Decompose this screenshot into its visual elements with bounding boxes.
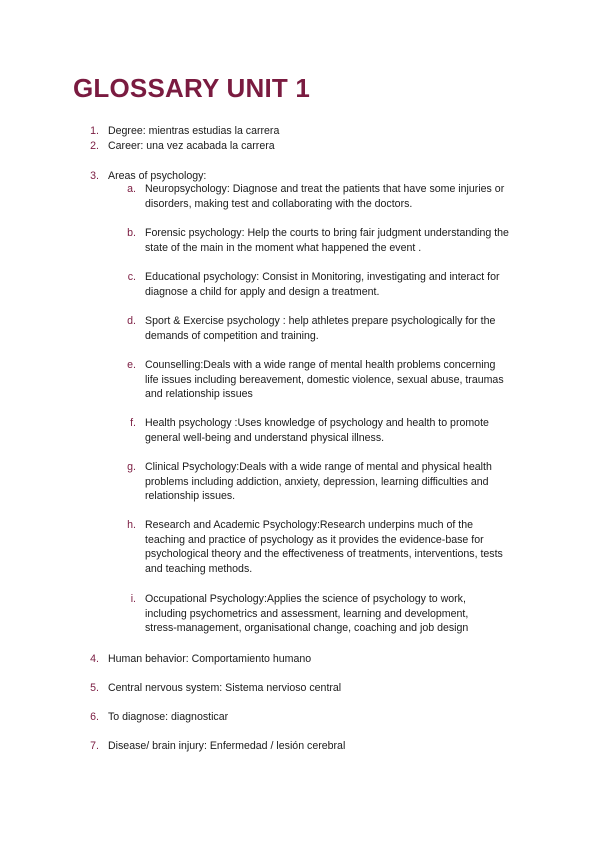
text-line: Occupational Psychology:Applies the science of psychology to work, bbox=[145, 593, 466, 605]
text-line: life issues including bereavement, domestic violence, sexual abuse, traumas bbox=[145, 373, 504, 386]
list-item-text bbox=[145, 226, 509, 255]
list-item-text: Central nervous system: Sistema nervioso central bbox=[108, 682, 342, 694]
list-marker: 5. bbox=[90, 682, 99, 694]
list-item-text bbox=[145, 270, 500, 299]
list-marker: 3. bbox=[90, 170, 99, 182]
list-item-text: Disease/ brain injury: Enfermedad / lesión cerebral bbox=[108, 740, 346, 752]
list-marker: 4. bbox=[90, 653, 99, 665]
list-marker: f. bbox=[130, 417, 136, 429]
list-marker: i. bbox=[130, 593, 136, 605]
list-item-text bbox=[145, 592, 468, 636]
text-line: Forensic psychology: Help the courts to bring fair judgment understanding the bbox=[145, 227, 509, 239]
text-line: Health psychology :Uses knowledge of psychology and health to promote bbox=[145, 417, 489, 429]
text-line: Counselling:Deals with a wide range of mental health problems concerning bbox=[145, 359, 496, 371]
list-marker: g. bbox=[127, 461, 136, 473]
list-marker: 2. bbox=[90, 140, 99, 152]
list-marker: 7. bbox=[90, 740, 99, 752]
list-marker: h. bbox=[127, 519, 136, 531]
text-line: Research and Academic Psychology:Research underpins much of the bbox=[145, 519, 473, 531]
list-item-text: Degree: mientras estudias la carrera bbox=[108, 125, 280, 137]
list-marker: a. bbox=[127, 183, 136, 195]
text-line: general well-being and understand physical illness. bbox=[145, 431, 385, 444]
list-item-text bbox=[145, 182, 504, 211]
text-line: stress-management, organisational change, coaching and job design bbox=[145, 622, 469, 634]
text-line: including psychometrics and assessment, learning and development, bbox=[145, 607, 469, 620]
text-line: state of the main in the moment what happened the event . bbox=[145, 241, 422, 254]
list-marker: d. bbox=[127, 315, 136, 327]
text-line: Neuropsychology: Diagnose and treat the patients that have some injuries or bbox=[145, 183, 505, 195]
list-item-text bbox=[145, 460, 492, 504]
text-line: and teaching methods. bbox=[145, 562, 253, 575]
list-marker: 1. bbox=[90, 125, 99, 137]
list-marker: b. bbox=[127, 227, 136, 239]
text-line: relationship issues. bbox=[145, 490, 236, 502]
text-line: disorders, making test and collaborating with the doctors. bbox=[145, 197, 413, 210]
text-line: teaching and practice of psychology as it provides the evidence-base for bbox=[145, 533, 484, 546]
list-item-text: Areas of psychology: bbox=[108, 170, 207, 182]
list-item-text bbox=[145, 358, 504, 402]
text-line: Sport & Exercise psychology : help athletes prepare psychologically for the bbox=[145, 315, 496, 327]
text-line: problems including addiction, anxiety, depression, learning difficulties and bbox=[145, 475, 489, 488]
list-item-text bbox=[145, 416, 489, 445]
list-item-text bbox=[145, 518, 503, 576]
text-line: demands of competition and training. bbox=[145, 329, 319, 342]
list-item-text: Career: una vez acabada la carrera bbox=[108, 140, 275, 152]
text-line: diagnose a child for apply and design a treatment. bbox=[145, 285, 380, 298]
list-item-text: To diagnose: diagnosticar bbox=[108, 711, 229, 723]
text-line: psychological theory and the effectiveness of treatments, interventions, tests bbox=[145, 548, 503, 560]
text-line: and relationship issues bbox=[145, 388, 253, 400]
text-line: Educational psychology: Consist in Monitoring, investigating and interact for bbox=[145, 271, 500, 283]
page-title: GLOSSARY UNIT 1 bbox=[73, 73, 311, 103]
list-marker: c. bbox=[127, 271, 136, 283]
list-marker: 6. bbox=[90, 711, 99, 723]
text-line: Clinical Psychology:Deals with a wide range of mental and physical health bbox=[145, 461, 492, 473]
list-item-text: Human behavior: Comportamiento humano bbox=[108, 653, 312, 665]
list-item-text bbox=[145, 314, 495, 343]
list-marker: e. bbox=[127, 359, 136, 371]
